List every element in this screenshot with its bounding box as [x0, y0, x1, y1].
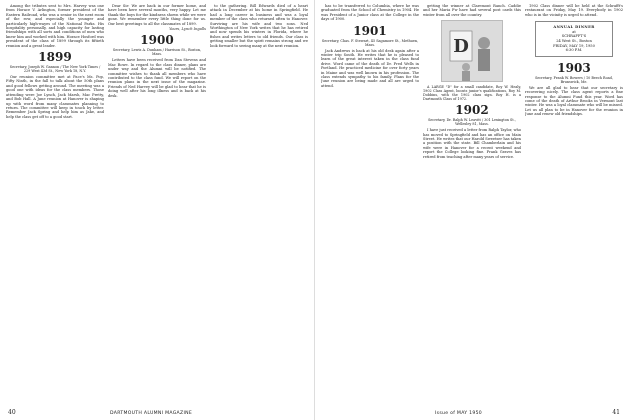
column-text: Our reunion committee met at Pace's Ms. Pop, Fifty Ninth, in the fall to talk about the 50th plans and good fellows getting around. The meeting was a good one with ideas for the class members. Those attending were Joe Lynch, Jack Marsh, Mac Pretty, and Bob Hall. A June reunion at Hanover is shaping up with word from many classmates planning to return. The committee will keep in touch by letter. Remember Jack Spring and help him as Jake, and help the class get off to a good start. — [6, 75, 104, 119]
secretary-line: Secretary, Joseph W. Gannon / The New York Times / 229 West 43d St., New York 18, N.Y. — [9, 65, 101, 74]
magazine-footer: Issue of MAY 1950 — [435, 411, 483, 416]
svg-text:D: D — [453, 36, 469, 58]
column-text: We are all glad to hear that our secretary is recovering nicely. The class agent reports a fine response to the Alumni Fund this year. Word has come of the death of Arthur Brooks in Vermont last winter. He was a loyal classmate who will be missed. Let us all plan to be in Hanover for the reunion in June and renew old friendships. — [525, 85, 623, 117]
dinner-date: FRIDAY, MAY 19, 1950 — [553, 43, 595, 48]
left-column-2 — [108, 4, 206, 99]
secretary-line: Secretary, Dr. Ralph W. Leavitt / 301 Lexington St., Wellesley 81, Mass. — [428, 118, 516, 127]
dinner-at: at — [572, 29, 576, 34]
annual-dinner-notice — [535, 21, 613, 57]
photo-illustration — [442, 21, 502, 81]
page-number: 41 — [612, 409, 620, 416]
left-column-1 — [6, 4, 104, 120]
dinner-time: 6:30 P.M. — [565, 48, 583, 53]
column-text: 1902 Class dinner will be held at the Schrafft's restaurant on Friday, May 19. Everybody in 1902 who is in the vicinity is urged to attend. — [525, 4, 623, 17]
right-column-2 — [423, 4, 521, 160]
magazine-footer: DARTMOUTH ALUMNI MAGAZINE — [110, 411, 193, 416]
dinner-place: SCHRAFFT'S — [561, 34, 587, 39]
column-text: to the gathering. Bill Edwards died of a heart attack in December at his home in Springfield. He had a long career in business and was a loyal member of the class who returned often to Hanover. Surviving are his wife and two sons. Ned Worthington of New York writes that he has retired and now spends his winters in Florida, where he fishes and writes letters to old friends. Our class is getting smaller but the spirit remains strong and we look forward to seeing many at the next reunion. — [210, 4, 308, 48]
class-year-heading: 1900 — [140, 33, 174, 48]
class-year-heading: 1901 — [353, 23, 387, 38]
secretary-line: Secretary, Frank W. Bowers / 10 Beech Road, Brunswick, Me. — [535, 75, 613, 84]
dinner-address: 24 West St., Boston — [556, 39, 592, 43]
column-text: Letters have been received from Dan Stevens and Mac Rowe. In regard to the class dinner, plans are under way and the Alumni will be notified. The committee wishes to thank all members who have contributed to the class fund. We will report on the reunion plans in the next issue of the magazine. Friends of Ned Harvey will be glad to hear that he is doing well after his long illness and is back at his desk. — [108, 58, 206, 98]
class-year-heading: 1903 — [557, 60, 591, 75]
class-year-heading: 1899 — [38, 50, 72, 65]
class-photo — [441, 20, 503, 82]
secretary-line: Secretary, Chas. F. Stewart, 45 Sagamore St., Methuen, Mass. — [321, 38, 419, 47]
letter-signature: Yours, Lynch Ingalls — [169, 27, 206, 32]
right-column-1 — [321, 4, 419, 89]
column-text: getting the winner at Claremont Ranch. Caddie and her Maria Fw have had several post cards this winter from all over the country. — [423, 4, 521, 17]
class-year-heading: 1902 — [455, 103, 489, 118]
column-text: Dear Sir: We are back in our former home, and have been here several months, very happy. Let me thank the boys for the kindness shown while we were gone. We remember every little thing done for us. Our best greetings to all the classmates of 1899. — [108, 4, 206, 26]
column-text: has to be transferred to Columbia, where he was graduated from the School of Chemistry in 1904. He was President of a Junior class at the College in the days of 1900. — [321, 4, 419, 22]
left-column-3 — [210, 4, 308, 49]
column-text: Among the tributes sent to Mrs. Harvey was one from Horace V. Arlington, former president of the Eastern Railroad, who was a senior in the next room of the row, and especially the younger and particularly high-wayes of the National Parks. His hospitality personally, and high capacity for lasting friendships with all sorts and conditions of men who knew him and worked with him. Horace Hosford was president of the class of 1899 through its fiftieth reunion and a great leader. — [6, 4, 104, 48]
page-number: 40 — [8, 409, 16, 416]
right-column-3 — [525, 4, 623, 118]
dinner-title: ANNUAL DINNER — [553, 25, 595, 30]
photo-caption: A LARGE "D" for a small candidate, Roy W. Healy, 1902 Class Agent, boosts junior's qualifications, Roy M. Dobbins, with the 1902 class sign. Roy H. is a Dartmouth Class of 1972. — [423, 85, 521, 102]
column-text: Jack Andrews is back at his old desk again after a winter trip South. He writes that he is pleased to learn of the great interest taken in the class fund drive. Word came of the death of Dr. Fred Wells in Portland. He practiced medicine for over forty years in Maine and was well known in his profession. The class extends sympathy to his family. Plans for the June reunion are being made and all are urged to attend. — [321, 48, 419, 88]
right-page — [314, 0, 628, 420]
secretary-line: Secretary, Lewis A. Dunham / Harrison St., Boston, Mass. — [112, 48, 202, 57]
column-text: I have just received a letter from Ralph Taylor, who has moved to Springfield and has an office on Main Street. He writes that our Harold Sweetser has taken a position with the state. Bill Chamberlain and his wife were in Hanover for a recent weekend and report the College looking fine. Frank Graves has retired from teaching after many years of service. — [423, 128, 521, 159]
